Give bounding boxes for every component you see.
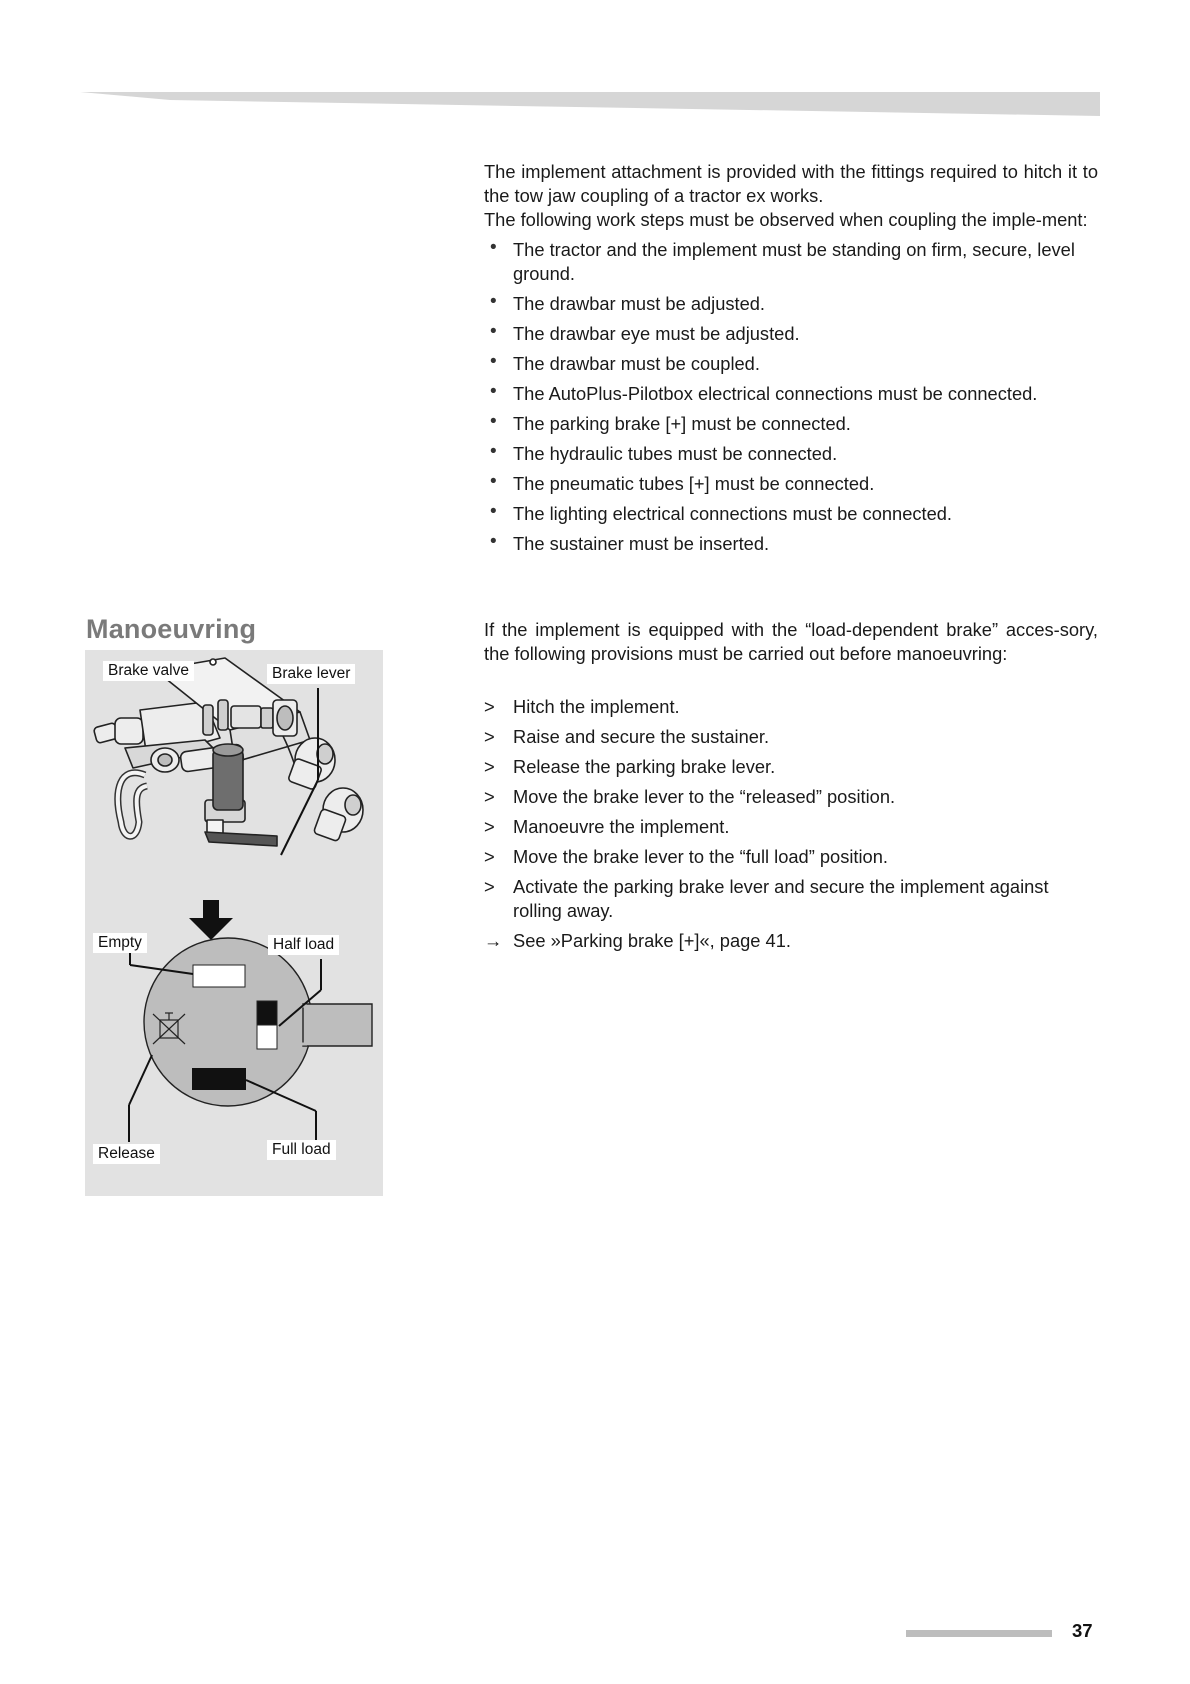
brake-valve-figure — [85, 650, 383, 1196]
list-item — [484, 815, 1098, 839]
list-item — [484, 755, 1098, 779]
manoeuvring-instructions — [484, 618, 1098, 953]
empty-label: Empty — [93, 933, 147, 953]
list-item: • The drawbar must be adjusted. — [484, 292, 1098, 316]
step-marker: > — [484, 696, 495, 717]
coupling-instructions — [484, 160, 1098, 556]
coupling-steps-list — [484, 238, 1098, 556]
step-marker: > — [484, 816, 495, 837]
step-marker: > — [484, 876, 495, 897]
section-title: Manoeuvring — [86, 614, 257, 644]
list-item — [484, 929, 1098, 953]
list-item: • The drawbar eye must be adjusted. — [484, 322, 1098, 346]
half-load-label: Half load — [268, 935, 339, 955]
arrow-down-icon — [189, 900, 233, 940]
manoeuvring-actions-list — [484, 695, 1098, 953]
list-item — [484, 845, 1098, 869]
list-item: • The hydraulic tubes must be connected. — [484, 442, 1098, 466]
list-item: • The AutoPlus-Pilotbox electrical connections must be connected. — [484, 382, 1098, 406]
header-band — [80, 90, 1100, 116]
brake-valve-label: Brake valve — [103, 661, 194, 681]
list-item: • The sustainer must be inserted. — [484, 532, 1098, 556]
footer-bar — [906, 1630, 1052, 1637]
cross-reference-link[interactable]: See »Parking brake [+]«, page 41. — [513, 930, 791, 951]
intro-paragraph-1: The implement attachment is provided with the fittings required to hitch it to the tow jaw coupling of a tractor ex works. — [484, 161, 1098, 206]
manoeuvring-paragraph: If the implement is equipped with the “load-dependent brake” acces-sory, the following provisions must be carried out before manoeuvring: — [484, 619, 1098, 664]
list-item: • The pneumatic tubes [+] must be connected. — [484, 472, 1098, 496]
step-marker: > — [484, 726, 495, 747]
list-item — [484, 875, 1098, 923]
list-item — [484, 785, 1098, 809]
step-text: Raise and secure the sustainer. — [513, 726, 770, 747]
full-load-label: Full load — [267, 1140, 336, 1160]
cross-reference-arrow-icon: → — [484, 930, 503, 951]
list-item: • The lighting electrical connections must be connected. — [484, 502, 1098, 526]
step-text: Release the parking brake lever. — [513, 756, 776, 777]
list-item: • The drawbar must be coupled. — [484, 352, 1098, 376]
list-item — [484, 695, 1098, 719]
step-marker: > — [484, 846, 495, 867]
page-number: 37 — [1072, 1620, 1093, 1641]
intro-paragraph-2: The following work steps must be observed when coupling the imple-ment: — [484, 209, 1088, 230]
step-text: Manoeuvre the implement. — [513, 816, 730, 837]
list-item: • The parking brake [+] must be connected. — [484, 412, 1098, 436]
brake-lever-label: Brake lever — [267, 664, 355, 684]
step-text: Move the brake lever to the “full load” position. — [513, 846, 888, 867]
release-label: Release — [93, 1144, 160, 1164]
list-item: • The tractor and the implement must be standing on firm, secure, level ground. — [484, 238, 1098, 286]
brake-valve-illustration — [85, 650, 383, 1196]
load-indicator-dial — [144, 938, 372, 1106]
step-text: Hitch the implement. — [513, 696, 680, 717]
step-text: Activate the parking brake lever and secure the implement against rolling away. — [513, 876, 1049, 921]
step-text: Move the brake lever to the “released” position. — [513, 786, 896, 807]
list-item — [484, 725, 1098, 749]
step-marker: > — [484, 786, 495, 807]
step-marker: > — [484, 756, 495, 777]
